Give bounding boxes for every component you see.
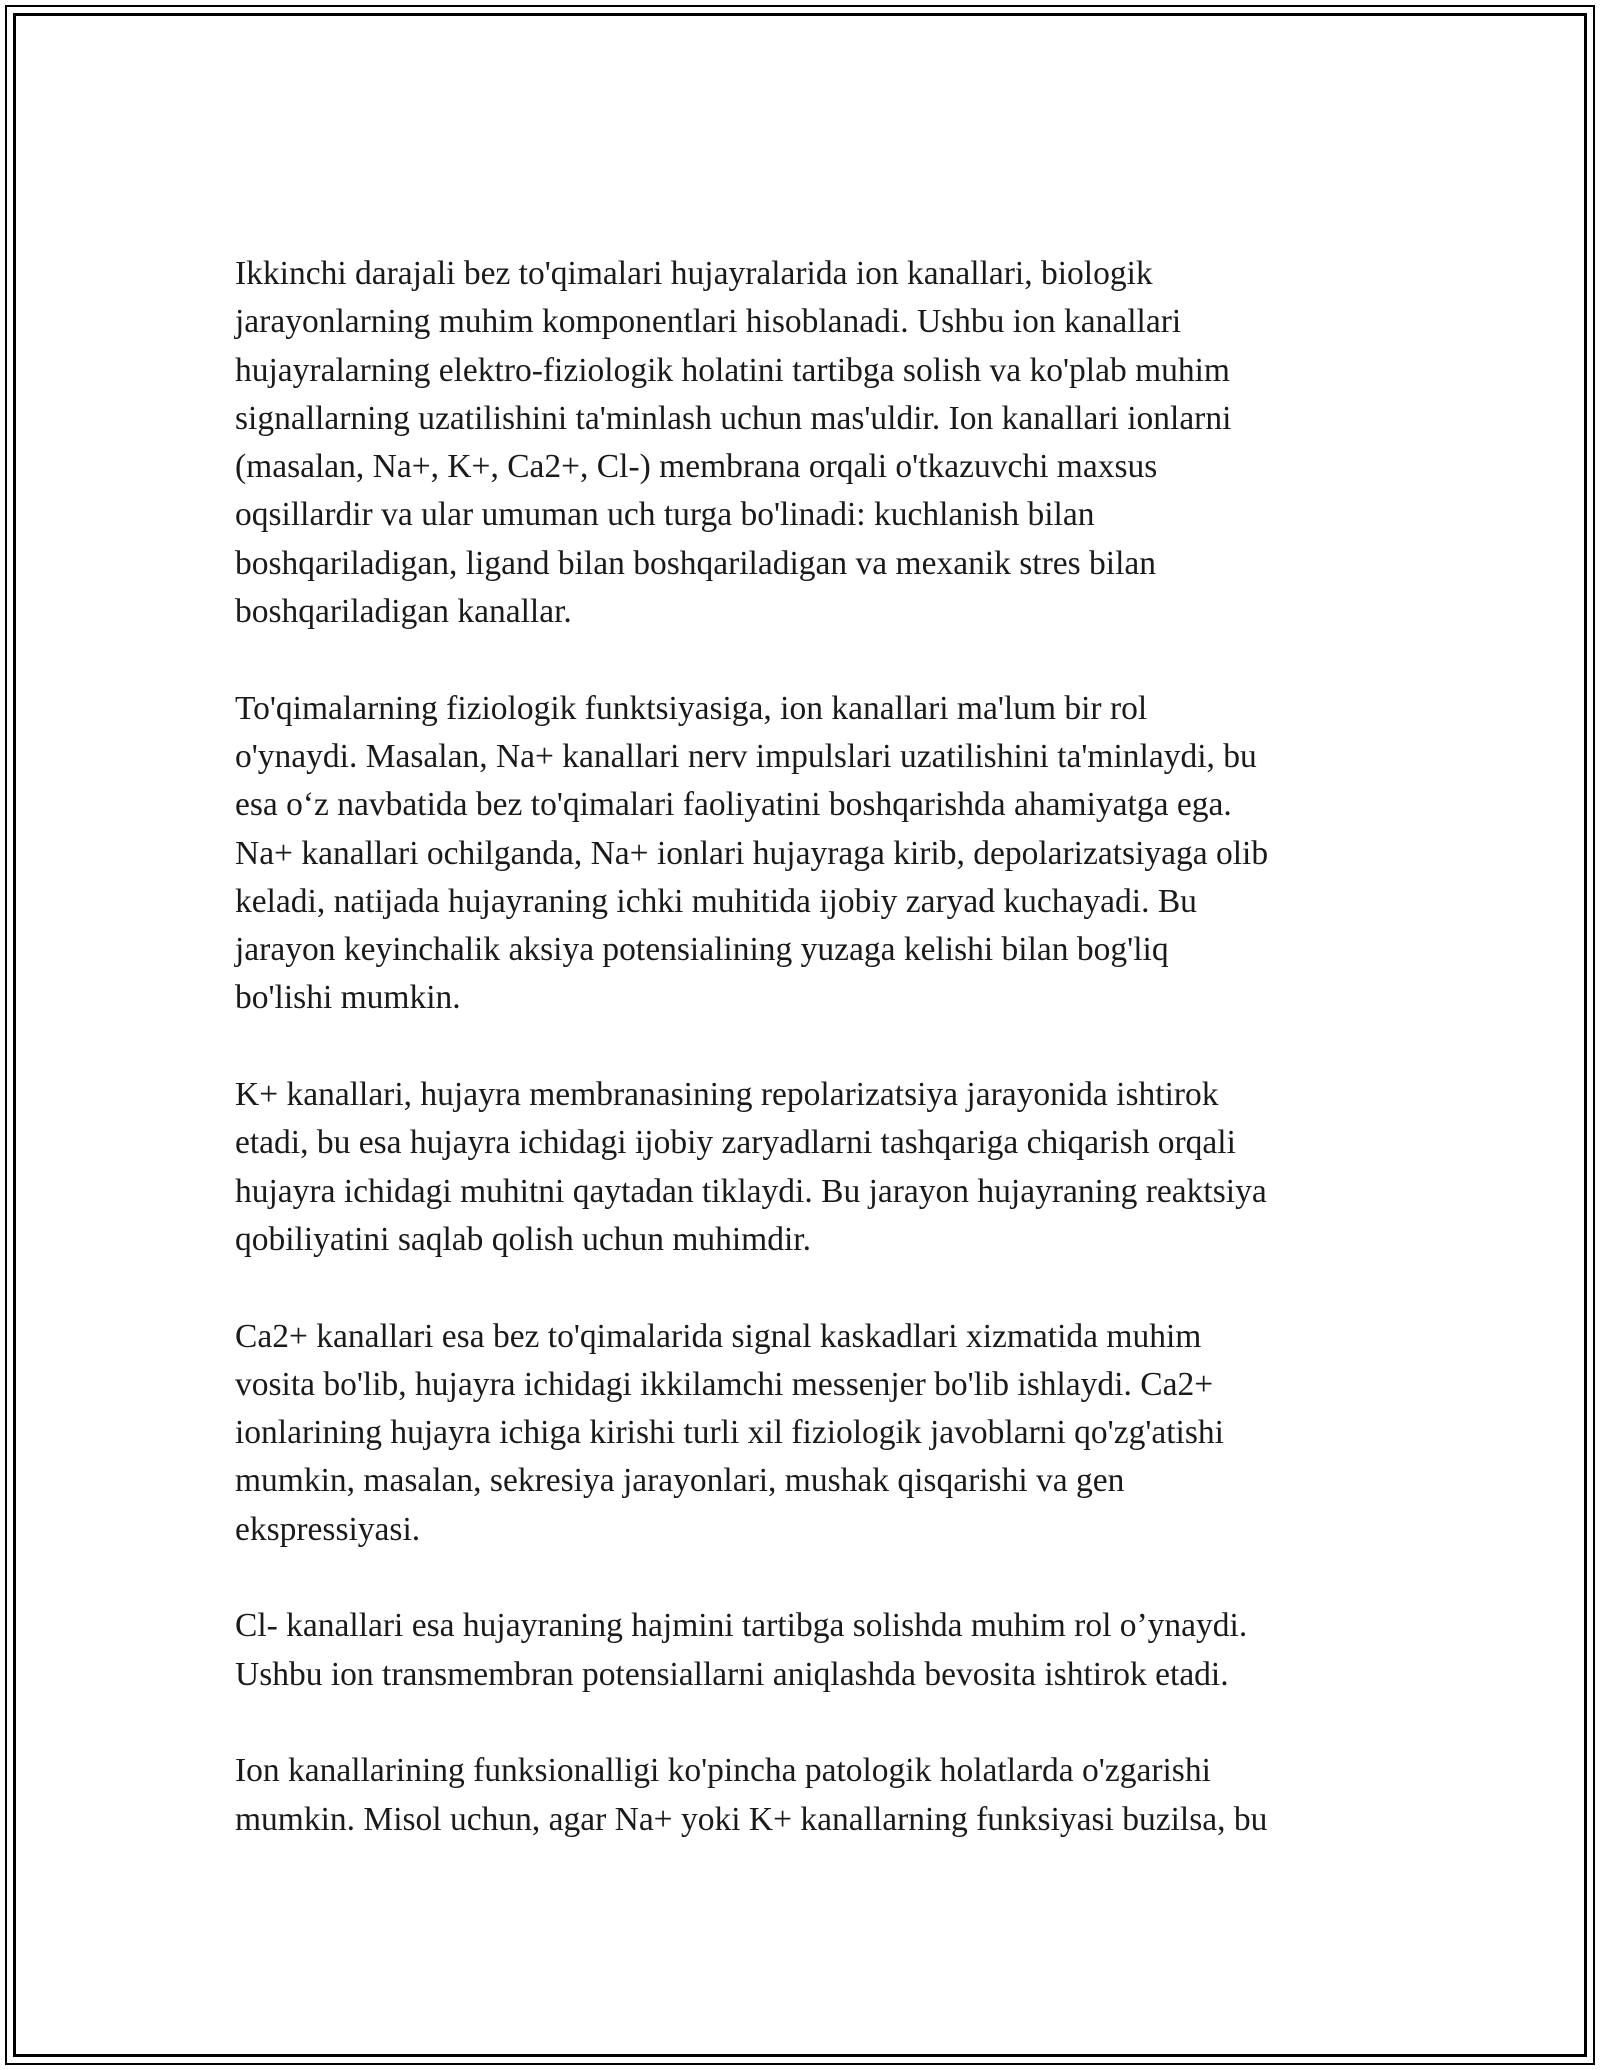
text-line: qobiliyatini saqlab qolish uchun muhimdir. (235, 1220, 811, 1258)
text-line: boshqariladigan kanallar. (235, 593, 572, 631)
text-line: hujayralarning elektro-fiziologik holatini tartibga solish va ko'plab muhim (235, 351, 1230, 389)
text-line: mumkin. Misol uchun, agar Na+ yoki K+ kanallarning funksiyasi buzilsa, bu (235, 1800, 1268, 1838)
text-line: o'ynaydi. Masalan, Na+ kanallari nerv impulslari uzatilishini ta'minlaydi, bu (235, 737, 1257, 775)
paragraph-spacer (235, 636, 1375, 684)
paragraph-sodium-channels (235, 685, 1375, 1023)
text-line: oqsillardir va ular umuman uch turga bo'linadi: kuchlanish bilan (235, 496, 1095, 534)
text-line: ionlarining hujayra ichiga kirishi turli xil fiziologik javoblarni qo'zg'atishi (235, 1414, 1224, 1452)
text-line: bo'lishi mumkin. (235, 979, 461, 1017)
text-line: boshqariladigan, ligand bilan boshqariladigan va mexanik stres bilan (235, 544, 1157, 582)
text-line: Ca2+ kanallari esa bez to'qimalarida signal kaskadlari xizmatida muhim (235, 1317, 1202, 1355)
paragraph-calcium-channels (235, 1313, 1375, 1554)
document-body (235, 250, 1375, 1844)
text-line: etadi, bu esa hujayra ichidagi ijobiy zaryadlarni tashqariga chiqarish orqali (235, 1124, 1236, 1162)
text-line: esa o‘z navbatida bez to'qimalari faoliyatini boshqarishda ahamiyatga ega. (235, 786, 1232, 824)
text-line: Ushbu ion transmembran potensiallarni aniqlashda bevosita ishtirok etadi. (235, 1655, 1229, 1693)
text-line: K+ kanallari, hujayra membranasining repolarizatsiya jarayonida ishtirok (235, 1076, 1219, 1114)
paragraph-spacer (235, 1699, 1375, 1747)
text-line: keladi, natijada hujayraning ichki muhitida ijobiy zaryad kuchayadi. Bu (235, 882, 1197, 920)
paragraph-spacer (235, 1023, 1375, 1071)
text-line: Ion kanallarining funksionalligi ko'pincha patologik holatlarda o'zgarishi (235, 1752, 1211, 1790)
paragraph-ion-channels-intro (235, 250, 1375, 636)
text-line: jarayonlarning muhim komponentlari hisoblanadi. Ushbu ion kanallari (235, 303, 1182, 341)
text-line: Na+ kanallari ochilganda, Na+ ionlari hujayraga kirib, depolarizatsiyaga olib (235, 834, 1269, 872)
text-line: ekspressiyasi. (235, 1510, 421, 1548)
paragraph-potassium-channels (235, 1071, 1375, 1264)
paragraph-chloride-channels (235, 1602, 1375, 1699)
text-line: mumkin, masalan, sekresiya jarayonlari, mushak qisqarishi va gen (235, 1462, 1125, 1500)
text-line: hujayra ichidagi muhitni qaytadan tiklaydi. Bu jarayon hujayraning reaktsiya (235, 1172, 1267, 1210)
text-line: signallarning uzatilishini ta'minlash uchun mas'uldir. Ion kanallari ionlarni (235, 399, 1232, 437)
paragraph-spacer (235, 1554, 1375, 1602)
text-line: jarayon keyinchalik aksiya potensialining yuzaga kelishi bilan bog'liq (235, 931, 1169, 969)
paragraph-spacer (235, 1264, 1375, 1312)
text-line: Ikkinchi darajali bez to'qimalari hujayralarida ion kanallari, biologik (235, 255, 1153, 292)
text-line: Cl- kanallari esa hujayraning hajmini tartibga solishda muhim rol o’ynaydi. (235, 1607, 1248, 1645)
text-line: vosita bo'lib, hujayra ichidagi ikkilamchi messenjer bo'lib ishlaydi. Ca2+ (235, 1365, 1214, 1403)
paragraph-pathology (235, 1747, 1375, 1844)
text-line: (masalan, Na+, K+, Ca2+, Cl-) membrana orqali o'tkazuvchi maxsus (235, 448, 1158, 486)
text-line: To'qimalarning fiziologik funktsiyasiga, ion kanallari ma'lum bir rol (235, 689, 1148, 727)
